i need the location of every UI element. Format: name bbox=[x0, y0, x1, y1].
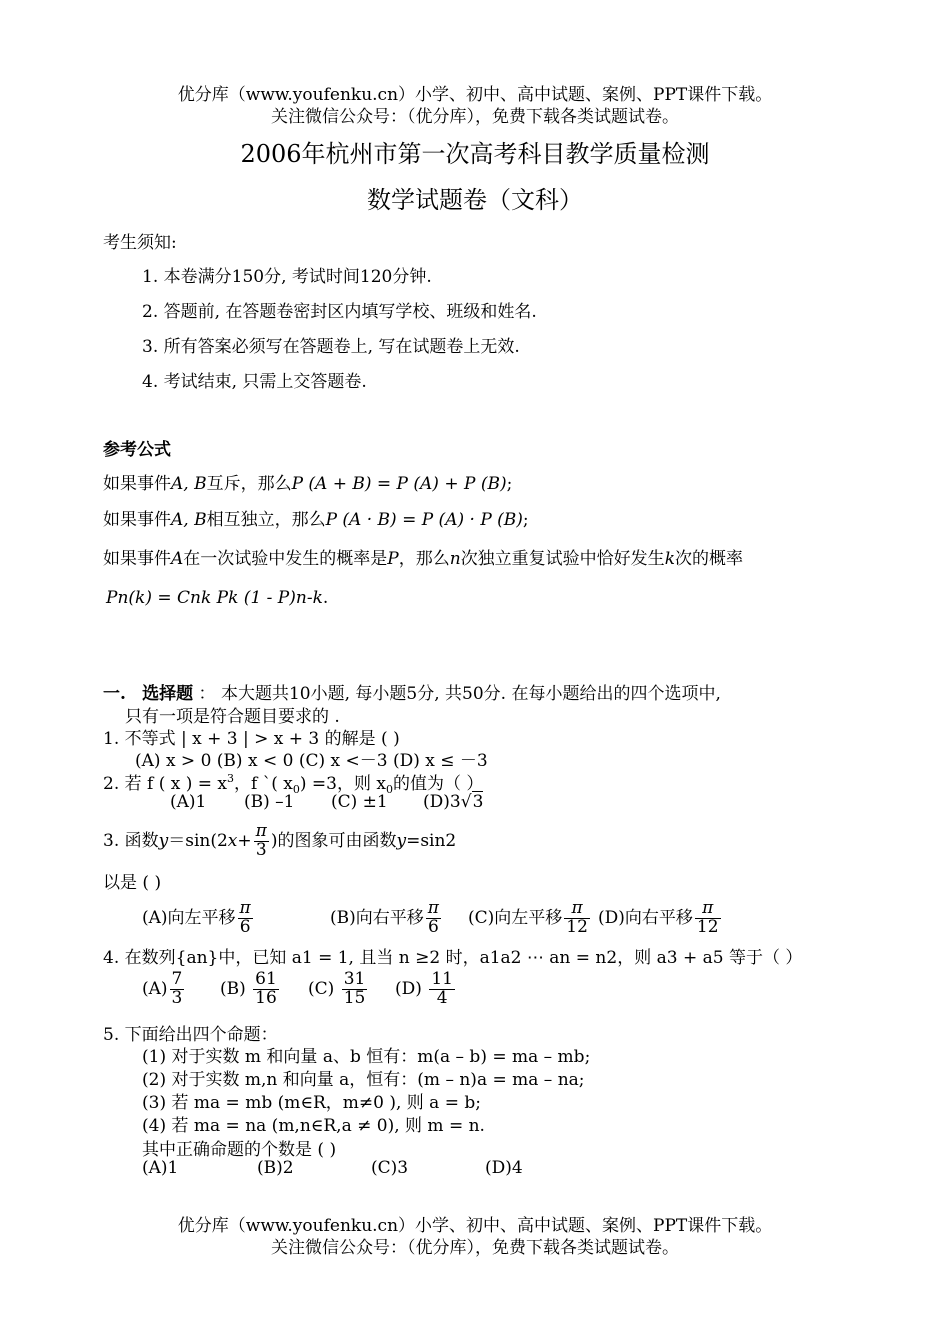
q1-options: (A) x > 0 (B) x < 0 (C) x <－3 (D) x ≤ －3 bbox=[135, 751, 488, 771]
q3-stem-cont: 以是 ( ) bbox=[103, 873, 162, 893]
q5-question: 其中正确命题的个数是 ( ) bbox=[142, 1140, 337, 1160]
q5-option-b: (B)2 bbox=[257, 1158, 294, 1178]
q2-option-d: (D)3√3 bbox=[423, 792, 484, 812]
q4-option-b: (B) $\frac{61}{16}$ bbox=[220, 969, 277, 1008]
q3-option-a: (A)向左平移 $\frac{\pi}{6}$ bbox=[142, 898, 251, 937]
formula-line-1: 如果事件A, B互斥，那么P (A + B) = P (A) + P (B); bbox=[103, 474, 513, 494]
q3-option-b: (B)向右平移 $\frac{\pi}{6}$ bbox=[330, 898, 439, 937]
q4-option-d: (D) $\frac{11}{4}$ bbox=[395, 969, 453, 1008]
q5-stem: 5. 下面给出四个命题： bbox=[103, 1025, 278, 1045]
formula-heading: 参考公式 bbox=[103, 440, 171, 460]
q4-option-a: (A) $\frac{7}{3}$ bbox=[142, 969, 183, 1008]
q5-proposition: (2) 对于实数 m,n 和向量 a，恒有：(m – n)a = ma – na; bbox=[142, 1070, 585, 1090]
q2-option-c: (C) ±1 bbox=[331, 792, 388, 812]
q4-stem: 4. 在数列{an}中，已知 a1 = 1, 且当 n ≥2 时，a1a2 ⋯ an = n2，则 a3 + a5 等于（ ） bbox=[103, 948, 803, 968]
section-1-header: 一. 选择题 ： 本大题共10小题, 每小题5分, 共50分. 在每小题给出的四个选项中, bbox=[103, 684, 721, 704]
header-line-2: 关注微信公众号：（优分库），免费下载各类试题试卷。 bbox=[271, 107, 679, 127]
header-line-1: 优分库（www.youfenku.cn）小学、初中、高中试题、案例、PPT课件下载。 bbox=[177, 85, 773, 105]
q5-option-a: (A)1 bbox=[142, 1158, 179, 1178]
formula-line-3: 如果事件A在一次试验中发生的概率是P，那么n次独立重复试验中恰好发生k次的概率 bbox=[103, 549, 743, 569]
footer-line-1: 优分库（www.youfenku.cn）小学、初中、高中试题、案例、PPT课件下载。 bbox=[177, 1216, 773, 1236]
q4-option-c: (C) $\frac{31}{15}$ bbox=[308, 969, 366, 1008]
notice-item: 2. 答题前, 在答题卷密封区内填写学校、班级和姓名. bbox=[142, 302, 537, 322]
q5-proposition: (1) 对于实数 m 和向量 a、b 恒有：m(a – b) = ma – mb; bbox=[142, 1047, 591, 1067]
q2-option-a: (A)1 bbox=[170, 792, 207, 812]
notice-heading: 考生须知: bbox=[103, 233, 177, 253]
q2-option-b: (B) –1 bbox=[244, 792, 295, 812]
q5-option-c: (C)3 bbox=[371, 1158, 409, 1178]
section-1-desc: 只有一项是符合题目要求的 . bbox=[125, 707, 340, 727]
page-title: 2006年杭州市第一次高考科目教学质量检测 bbox=[240, 140, 710, 168]
q3-stem: 3. 函数y＝sin(2x+ $\frac{\pi}{3}$ )的图象可由函数y=sin2 bbox=[103, 821, 457, 860]
formula-line-2: 如果事件A, B相互独立，那么P (A · B) = P (A) · P (B); bbox=[103, 510, 529, 530]
page-subtitle: 数学试题卷（文科） bbox=[367, 186, 583, 214]
footer-line-2: 关注微信公众号：（优分库），免费下载各类试题试卷。 bbox=[271, 1238, 679, 1258]
formula-binomial: Pn(k) = Cnk Pk (1 - P)n-k. bbox=[106, 588, 329, 608]
q1-stem: 1. 不等式 | x + 3 | > x + 3 的解是 ( ) bbox=[103, 729, 400, 749]
q3-option-c: (C)向左平移 $\frac{\pi}{12}$ bbox=[468, 898, 588, 937]
q3-option-d: (D)向右平移 $\frac{\pi}{12}$ bbox=[598, 898, 719, 937]
notice-item: 1. 本卷满分150分, 考试时间120分钟. bbox=[142, 267, 432, 287]
q5-proposition: (4) 若 ma = na (m,n∈R,a ≠ 0), 则 m = n. bbox=[142, 1116, 485, 1136]
q2-stem: 2. 若 f ( x ) = $x^3$，f `( $x_0) =3$，则 $x_0$的值为（ ） bbox=[103, 772, 484, 796]
notice-item: 3. 所有答案必须写在答题卷上, 写在试题卷上无效. bbox=[142, 337, 520, 357]
notice-item: 4. 考试结束, 只需上交答题卷. bbox=[142, 372, 367, 392]
q5-option-d: (D)4 bbox=[485, 1158, 523, 1178]
q5-proposition: (3) 若 ma = mb (m∈R，m≠0 ), 则 a = b; bbox=[142, 1093, 481, 1113]
